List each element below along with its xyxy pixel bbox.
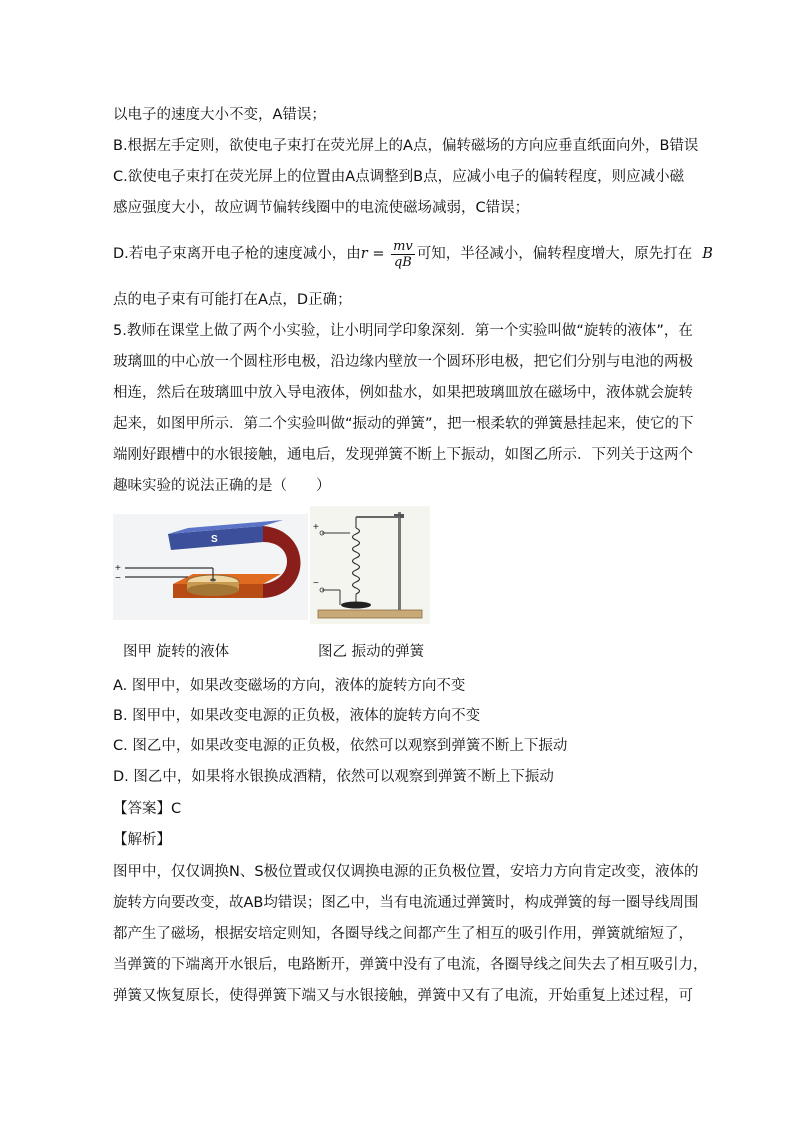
formula-variable: r bbox=[360, 246, 368, 262]
text-line: B.根据左手定则，欲使电子束打在荧光屏上的A点，偏转磁场的方向应垂直纸面向外，B错误 bbox=[113, 138, 699, 154]
analysis-line: 当弹簧的下端离开水银后，电路断开，弹簧中没有了电流，各圈导线之间失去了相互吸引力， bbox=[113, 957, 708, 973]
terminal-minus: − bbox=[115, 573, 121, 584]
question-line: 端刚好跟槽中的水银接触，通电后，发现弹簧不断上下振动，如图乙所示．下列关于这两个 bbox=[113, 447, 693, 463]
formula-line bbox=[113, 236, 713, 272]
formula-variable: B bbox=[702, 246, 713, 262]
terminal-plus: + bbox=[115, 563, 121, 574]
figure-rotating-liquid bbox=[113, 514, 308, 620]
question-line: 玻璃皿的中心放一个圆柱形电极，沿边缘内壁放一个圆环形电极，把它们分别与电池的两极 bbox=[113, 354, 693, 370]
option-c: C. 图乙中，如果改变电源的正负极，依然可以观察到弹簧不断上下振动 bbox=[113, 738, 568, 754]
question-line: 趣味实验的说法正确的是（ ） bbox=[113, 478, 331, 494]
option-b: B. 图甲中，如果改变电源的正负极，液体的旋转方向不变 bbox=[113, 708, 481, 724]
analysis-line: 旋转方向要改变，故AB均错误；图乙中，当有电流通过弹簧时，构成弹簧的每一圈导线周围 bbox=[113, 895, 699, 911]
text-line: 以电子的速度大小不变，A错误； bbox=[113, 107, 326, 123]
text-line: 感应强度大小，故应调节偏转线圈中的电流使磁场减弱，C错误； bbox=[113, 200, 530, 216]
option-a: A. 图甲中，如果改变磁场的方向，液体的旋转方向不变 bbox=[113, 678, 466, 694]
analysis-line: 图甲中，仅仅调换N、S极位置或仅仅调换电源的正负极位置，安培力方向肯定改变，液体的 bbox=[113, 864, 699, 880]
analysis-line: 弹簧又恢复原长，使得弹簧下端又与水银接触，弹簧中又有了电流，开始重复上述过程，可 bbox=[113, 988, 693, 1004]
text-line: C.欲使电子束打在荧光屏上的位置由A点调整到B点，应减小电子的偏转程度，则应减小磁 bbox=[113, 169, 685, 185]
text-segment: 可知，半径减小，偏转程度增大，原先打在 bbox=[416, 246, 693, 262]
text-line: 点的电子束有可能打在A点，D正确； bbox=[113, 292, 352, 308]
mercury-trough bbox=[341, 602, 371, 609]
question-line: 相连，然后在玻璃皿中放入导电液体，例如盐水，如果把玻璃皿放在磁场中，液体就会旋转 bbox=[113, 385, 693, 401]
answer-line: 【答案】C bbox=[113, 801, 182, 817]
formula-fraction bbox=[391, 239, 415, 270]
analysis-line: 都产生了磁场，根据安培定则知，各圈导线之间都产生了相互的吸引作用，弹簧就缩短了， bbox=[113, 926, 693, 942]
question-line: 起来，如图甲所示．第二个实验叫做“振动的弹簧”，把一根柔软的弹簧悬挂起来，使它的下 bbox=[113, 416, 694, 432]
formula-equals: = bbox=[367, 246, 390, 262]
magnet-s-label: S bbox=[211, 534, 218, 545]
figure-caption-yi: 图乙 振动的弹簧 bbox=[318, 644, 425, 660]
analysis-title: 【解析】 bbox=[113, 832, 171, 848]
stand-pole bbox=[398, 512, 401, 610]
fraction-denominator: qB bbox=[393, 254, 412, 270]
stand-base bbox=[318, 610, 422, 618]
figure-vibrating-spring bbox=[310, 506, 430, 624]
glass-dish-base bbox=[187, 584, 239, 596]
figure-caption-jia: 图甲 旋转的液体 bbox=[123, 644, 230, 660]
text-segment: D.若电子束离开电子枪的速度减小，由 bbox=[113, 246, 361, 262]
option-d: D. 图乙中，如果将水银换成酒精，依然可以观察到弹簧不断上下振动 bbox=[113, 769, 554, 785]
figure-background bbox=[310, 506, 430, 624]
terminal-plus: + bbox=[313, 522, 319, 533]
question-line: 5.教师在课堂上做了两个小实验，让小明同学印象深刻．第一个实验叫做“旋转的液体”，在 bbox=[113, 323, 693, 339]
fraction-numerator: mv bbox=[393, 238, 413, 254]
terminal-minus: − bbox=[313, 578, 319, 589]
